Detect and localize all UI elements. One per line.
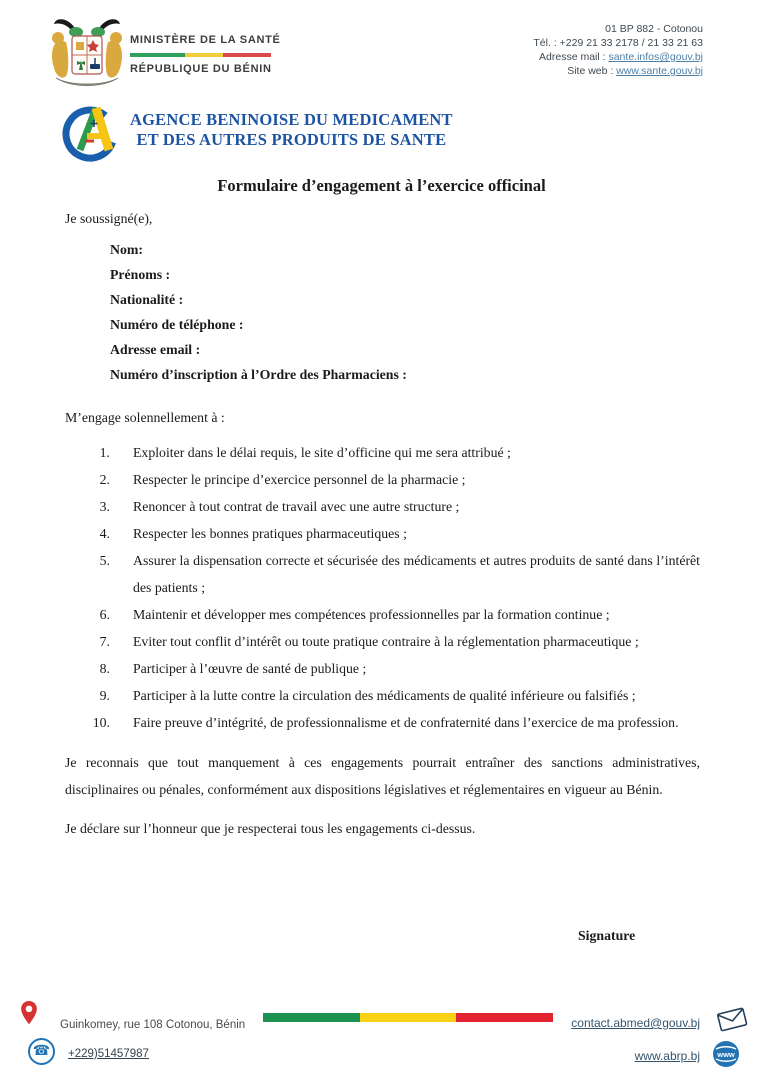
footer-email-link[interactable]: contact.abmed@gouv.bj [571,1016,700,1030]
abmed-logo-icon [56,96,120,164]
field-ordre-pharmaciens: Numéro d’inscription à l’Ordre des Pharmaciens : [110,367,407,382]
header-phone: Tél. : +229 21 33 2178 / 21 33 21 63 [533,37,703,49]
flag-bar [263,1013,553,1022]
header-web-line [533,64,703,78]
honor-declaration: Je déclare sur l’honneur que je respecterai tous les engagements ci-dessus. [65,821,476,836]
footer-email [571,1016,700,1030]
item-text: Eviter tout conflit d’intérêt ou toute pratique contraire à la réglementation pharmaceutique ; [133,634,639,649]
item-number: 9. [99,688,110,703]
www-globe-icon [712,1040,740,1073]
svg-text:www: www [717,1050,735,1059]
web-label: Site web : [567,65,617,77]
footer-phone-link[interactable]: +229)51457987 [68,1048,149,1060]
item-text: Participer à l’œuvre de santé de publique ; [133,661,367,676]
item-number: 4. [99,526,110,541]
field-prenoms: Prénoms : [110,267,171,282]
benin-coat-of-arms-icon [46,14,128,97]
web-link[interactable]: www.sante.gouv.bj [616,65,703,77]
page-title: Formulaire d’engagement à l’exercice officinal [217,176,546,195]
ministry-block [130,34,281,75]
item-text: Maintenir et développer mes compétences professionnelles par la formation continue ; [133,607,610,622]
location-pin-icon [20,1000,38,1031]
item-text: Assurer la dispensation correcte et sécurisée des médicaments et autres produits de santé dans l’intérêt des patients ; [133,553,700,595]
engagement-list [65,439,700,736]
list-item [65,520,700,547]
item-number: 7. [99,634,110,649]
item-text: Respecter les bonnes pratiques pharmaceutiques ; [133,526,407,541]
field-email: Adresse email : [110,342,201,357]
header-address: 01 BP 882 - Cotonou [605,23,703,35]
item-number: 6. [99,607,110,622]
flag-divider [130,53,271,57]
list-item [65,493,700,520]
sanctions-paragraph: Je reconnais que tout manquement à ces engagements pourrait entraîner des sanctions administratives, disciplinaires ou pénales, conformément aux dispositions législatives et réglementaires en vigueur au Bénin. [65,755,700,797]
form-fields [110,237,700,387]
phone-icon: ☎ [28,1038,55,1065]
item-text: Respecter le principe d’exercice personnel de la pharmacie ; [133,472,466,487]
field-nom: Nom: [110,242,143,257]
document-body [65,205,700,842]
list-item [65,466,700,493]
item-number: 2. [99,472,110,487]
envelope-icon [714,1004,750,1039]
item-text: Exploiter dans le délai requis, le site d’officine qui me sera attribué ; [133,445,511,460]
item-number: 5. [99,553,110,568]
item-number: 1. [99,445,110,460]
footer-address: Guinkomey, rue 108 Cotonou, Bénin [60,1019,246,1031]
item-number: 8. [99,661,110,676]
item-text: Participer à la lutte contre la circulation des médicaments de qualité inférieure ou falsifiés ; [133,688,636,703]
republic-name: RÉPUBLIQUE DU BÉNIN [130,63,272,75]
list-item [65,547,700,601]
field-nationalite: Nationalité : [110,292,184,307]
intro-line: Je soussigné(e), [65,211,153,226]
item-text: Faire preuve d’intégrité, de professionnalisme et de confraternité dans l’exercice de ma profession. [133,715,679,730]
footer-website [635,1049,700,1063]
mail-link[interactable]: sante.infos@gouv.bj [608,51,703,63]
agency-name [130,110,453,150]
list-item [65,439,700,466]
field-telephone: Numéro de téléphone : [110,317,244,332]
agency-block [56,96,453,164]
header-mail-line [533,50,703,64]
footer-phone [68,1048,149,1060]
item-number: 10. [92,715,110,730]
list-item [65,709,700,736]
list-item [65,628,700,655]
ministry-name: MINISTÈRE DE LA SANTÉ [130,34,281,46]
list-item [65,655,700,682]
list-item [65,682,700,709]
item-number: 3. [99,499,110,514]
agency-name-line1: AGENCE BENINOISE DU MEDICAMENT [130,110,453,129]
engagement-lead: M’engage solennellement à : [65,410,225,425]
mail-label: Adresse mail : [539,51,609,63]
footer-website-link[interactable]: www.abrp.bj [634,1049,700,1063]
item-text: Renoncer à tout contrat de travail avec une autre structure ; [133,499,460,514]
list-item [65,601,700,628]
header-contact-block [533,22,703,78]
agency-name-line2: ET DES AUTRES PRODUITS DE SANTE [136,130,447,149]
signature-label: Signature [578,928,636,943]
